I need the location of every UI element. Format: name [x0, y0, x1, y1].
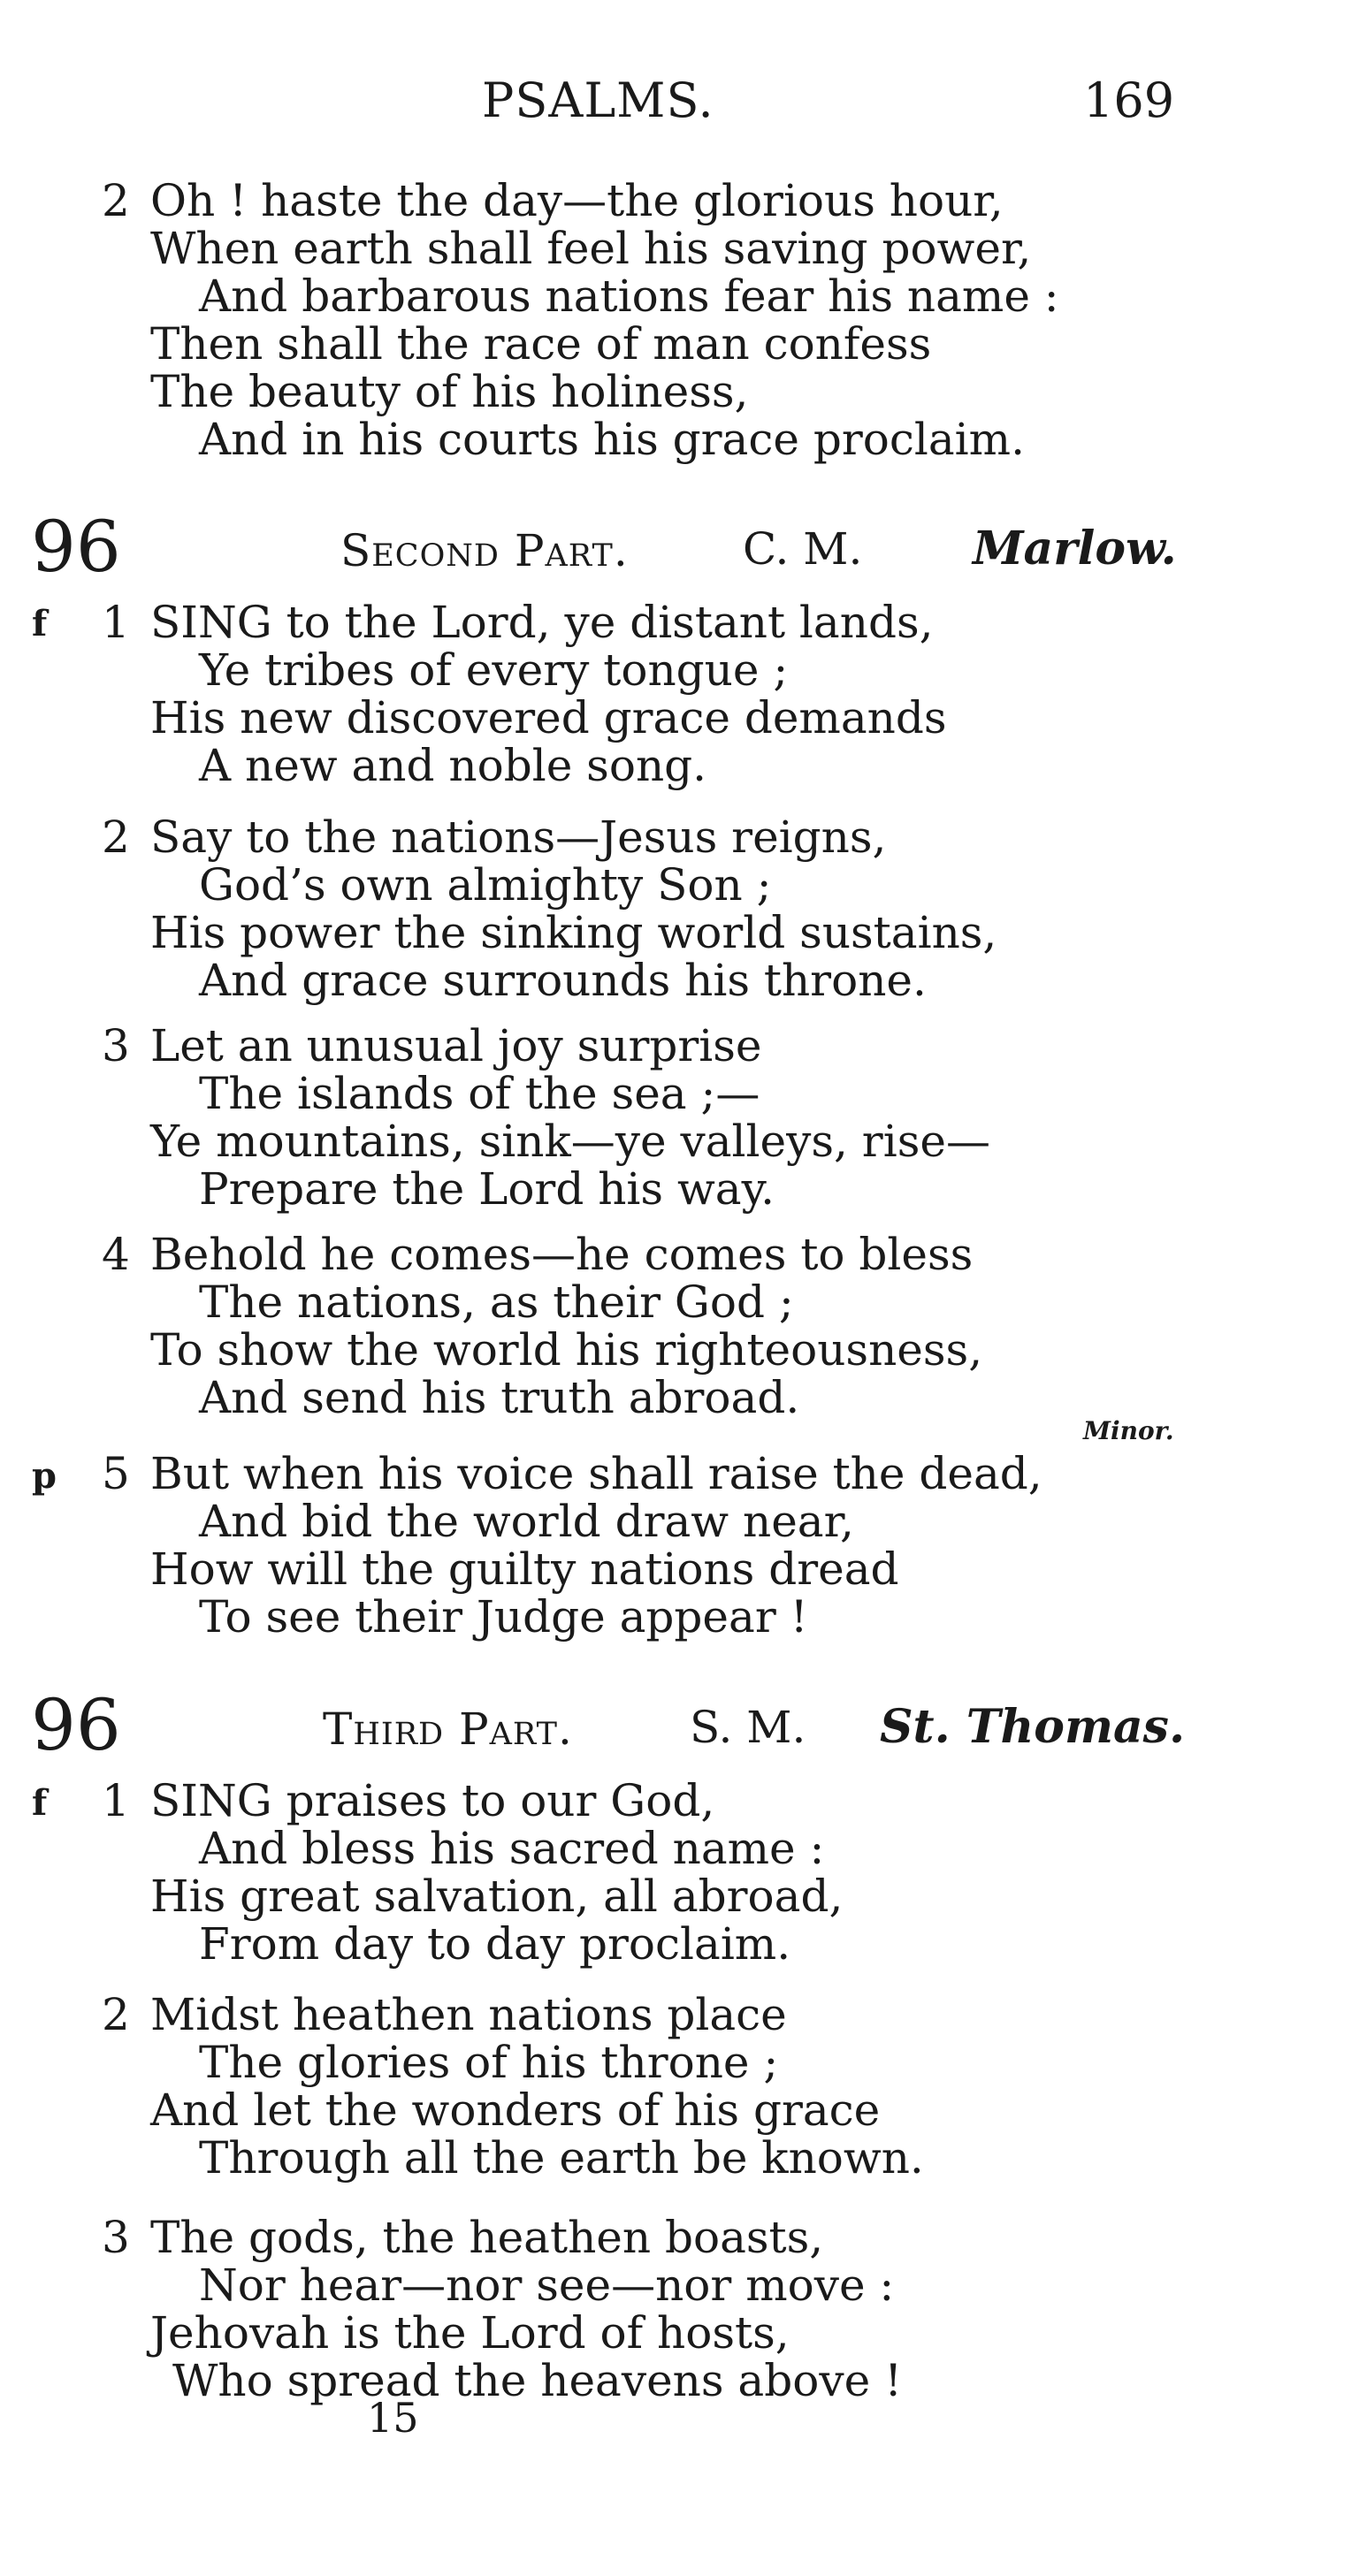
verse-line: God’s own almighty Son ;	[199, 859, 772, 911]
part-title: Third Part.	[323, 1703, 573, 1755]
dynamic-marking: p	[32, 1455, 57, 1497]
verse-line: His new discovered grace demands	[150, 692, 947, 743]
verse-number: 5	[102, 1448, 130, 1499]
verse-line: The islands of the sea ;—	[199, 1068, 760, 1119]
verse-line: Then shall the race of man confess	[150, 318, 932, 370]
verse-line: A new and noble song.	[199, 740, 707, 791]
verse-line: And let the wonders of his grace	[150, 2084, 881, 2136]
verse-line: Behold he comes—he comes to bless	[150, 1229, 974, 1280]
verse-number: 1	[102, 597, 130, 648]
verse-number: 2	[102, 1989, 130, 2040]
dynamic-marking: f	[32, 1782, 48, 1824]
verse-line: To see their Judge appear !	[199, 1591, 808, 1642]
page-number: 169	[1083, 72, 1175, 128]
verse-line: Oh ! haste the day—the glorious hour,	[150, 175, 1004, 226]
verse-line: And grace surrounds his throne.	[199, 955, 927, 1006]
verse-number: 3	[102, 2212, 130, 2263]
verse-line: And in his courts his grace proclaim.	[199, 414, 1025, 465]
meter: S. M.	[690, 1702, 806, 1753]
verse-line: His power the sinking world sustains,	[150, 907, 997, 958]
verse-line: And bid the world draw near,	[199, 1496, 854, 1547]
tune-name: Marlow.	[973, 522, 1177, 575]
hymn-number: 96	[31, 506, 121, 588]
verse-line: How will the guilty nations dread	[150, 1543, 899, 1595]
verse-line: Ye mountains, sink—ye valleys, rise—	[150, 1116, 990, 1167]
minor-note: Minor.	[1083, 1416, 1174, 1445]
verse-line: SING to the Lord, ye distant lands,	[150, 597, 934, 648]
verse-line: Jehovah is the Lord of hosts,	[150, 2307, 790, 2359]
verse-line: To show the world his righteousness,	[150, 1324, 983, 1376]
verse-line: Through all the earth be known.	[199, 2132, 924, 2184]
verse-line: When earth shall feel his saving power,	[150, 223, 1032, 274]
verse-line: Who spread the heavens above !	[172, 2355, 903, 2406]
verse-line: Prepare the Lord his way.	[199, 1163, 775, 1215]
meter: C. M.	[743, 523, 863, 575]
hymn-number: 96	[31, 1684, 121, 1766]
verse-line: His great salvation, all abroad,	[150, 1871, 844, 1922]
part-title: Second Part.	[340, 525, 629, 576]
verse-line: Say to the nations—Jesus reigns,	[150, 812, 887, 863]
verse-line: And barbarous nations fear his name :	[199, 271, 1059, 322]
verse-line: Ye tribes of every tongue ;	[199, 644, 789, 696]
verse-line: The glories of his throne ;	[199, 2037, 779, 2088]
verse-line: The gods, the heathen boasts,	[150, 2212, 824, 2263]
dynamic-marking: f	[32, 603, 48, 644]
verse-line: And send his truth abroad.	[199, 1372, 800, 1423]
running-title: PSALMS.	[482, 72, 714, 128]
tune-name: St. Thomas.	[880, 1700, 1186, 1754]
verse-line: From day to day proclaim.	[199, 1918, 791, 1970]
verse-line: The nations, as their God ;	[199, 1277, 794, 1328]
verse-line: The beauty of his holiness,	[150, 366, 749, 417]
verse-line: SING praises to our God,	[150, 1775, 715, 1826]
verse-line: Midst heathen nations place	[150, 1989, 787, 2040]
hymn-header	[0, 1684, 1367, 1764]
verse-line: And bless his sacred name :	[199, 1823, 825, 1874]
verse-line: Let an unusual joy surprise	[150, 1020, 762, 1071]
verse-number: 2	[102, 812, 130, 863]
signature-mark: 15	[367, 2394, 419, 2442]
hymn-header	[0, 506, 1367, 588]
verse-number: 1	[102, 1775, 130, 1826]
verse-number: 4	[102, 1229, 130, 1280]
verse-line: But when his voice shall raise the dead,	[150, 1448, 1042, 1499]
verse-number: 2	[102, 175, 130, 226]
verse-number: 3	[102, 1020, 130, 1071]
verse-line: Nor hear—nor see—nor move :	[199, 2260, 895, 2311]
